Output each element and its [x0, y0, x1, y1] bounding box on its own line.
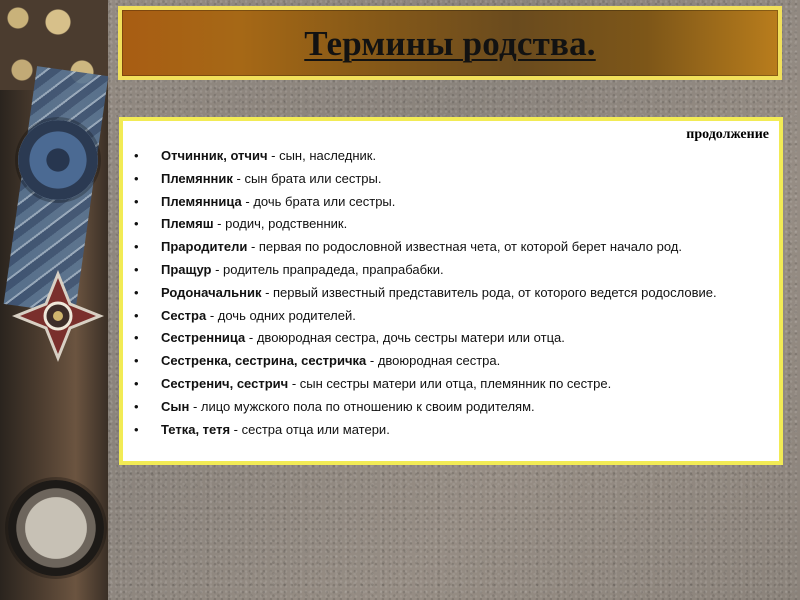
list-item — [123, 239, 779, 255]
term-name: Родоначальник — [161, 284, 262, 300]
list-item — [123, 376, 779, 392]
term-definition: - сын сестры матери или отца, племянник по сестре. — [288, 375, 612, 391]
term-definition: - сын брата или сестры. — [232, 170, 382, 186]
term-definition: - первый известный представитель рода, от которого ведется родословие. — [261, 284, 717, 300]
term-definition: - первая по родословной известная чета, от которой берет начало род. — [247, 239, 682, 255]
term-definition: - родич, родственник. — [213, 216, 348, 232]
term-name: Племянница — [161, 193, 242, 209]
list-item — [123, 330, 779, 346]
term-definition: - двоюродная сестра. — [366, 353, 501, 369]
decorative-side-image — [0, 0, 108, 600]
list-item — [123, 262, 779, 278]
list-item — [123, 353, 779, 369]
term-name: Прародители — [161, 239, 248, 255]
terms-list — [123, 148, 779, 444]
compass-decoration — [8, 480, 104, 576]
term-name: Племянник — [161, 170, 233, 186]
continuation-label: продолжение — [686, 127, 769, 142]
term-name: Отчинник, отчич — [161, 148, 268, 163]
term-definition: - родитель прапрадеда, прапрабабки. — [211, 261, 444, 277]
term-name: Сестренич, сестрич — [161, 375, 289, 391]
term-name: Тетка, тетя — [161, 421, 231, 437]
term-name: Сестренка, сестрина, сестричка — [161, 353, 367, 369]
list-item — [123, 216, 779, 232]
rosette-decoration — [18, 120, 98, 200]
term-definition: - сын, наследник. — [267, 148, 377, 163]
term-definition: - двоюродная сестра, дочь сестры матери или отца. — [245, 330, 565, 346]
list-item — [123, 308, 779, 324]
list-item — [123, 399, 779, 415]
list-item — [123, 171, 779, 187]
page-title: Термины родства. — [304, 23, 596, 63]
list-item — [123, 148, 779, 164]
term-name: Сестренница — [161, 330, 246, 346]
term-definition: - лицо мужского пола по отношению к своим родителям. — [189, 398, 535, 414]
term-definition: - дочь брата или сестры. — [241, 193, 396, 209]
title-banner — [118, 6, 782, 80]
term-name: Сын — [161, 398, 190, 414]
list-item — [123, 194, 779, 210]
term-definition: - сестра отца или матери. — [230, 421, 390, 437]
term-name: Племяш — [161, 216, 214, 232]
list-item — [123, 422, 779, 438]
list-item — [123, 285, 779, 301]
term-definition: - дочь одних родителей. — [206, 307, 356, 323]
term-name: Сестра — [161, 307, 207, 323]
terms-panel — [119, 117, 783, 465]
medal-cross-icon — [10, 268, 106, 364]
term-name: Пращур — [161, 261, 212, 277]
